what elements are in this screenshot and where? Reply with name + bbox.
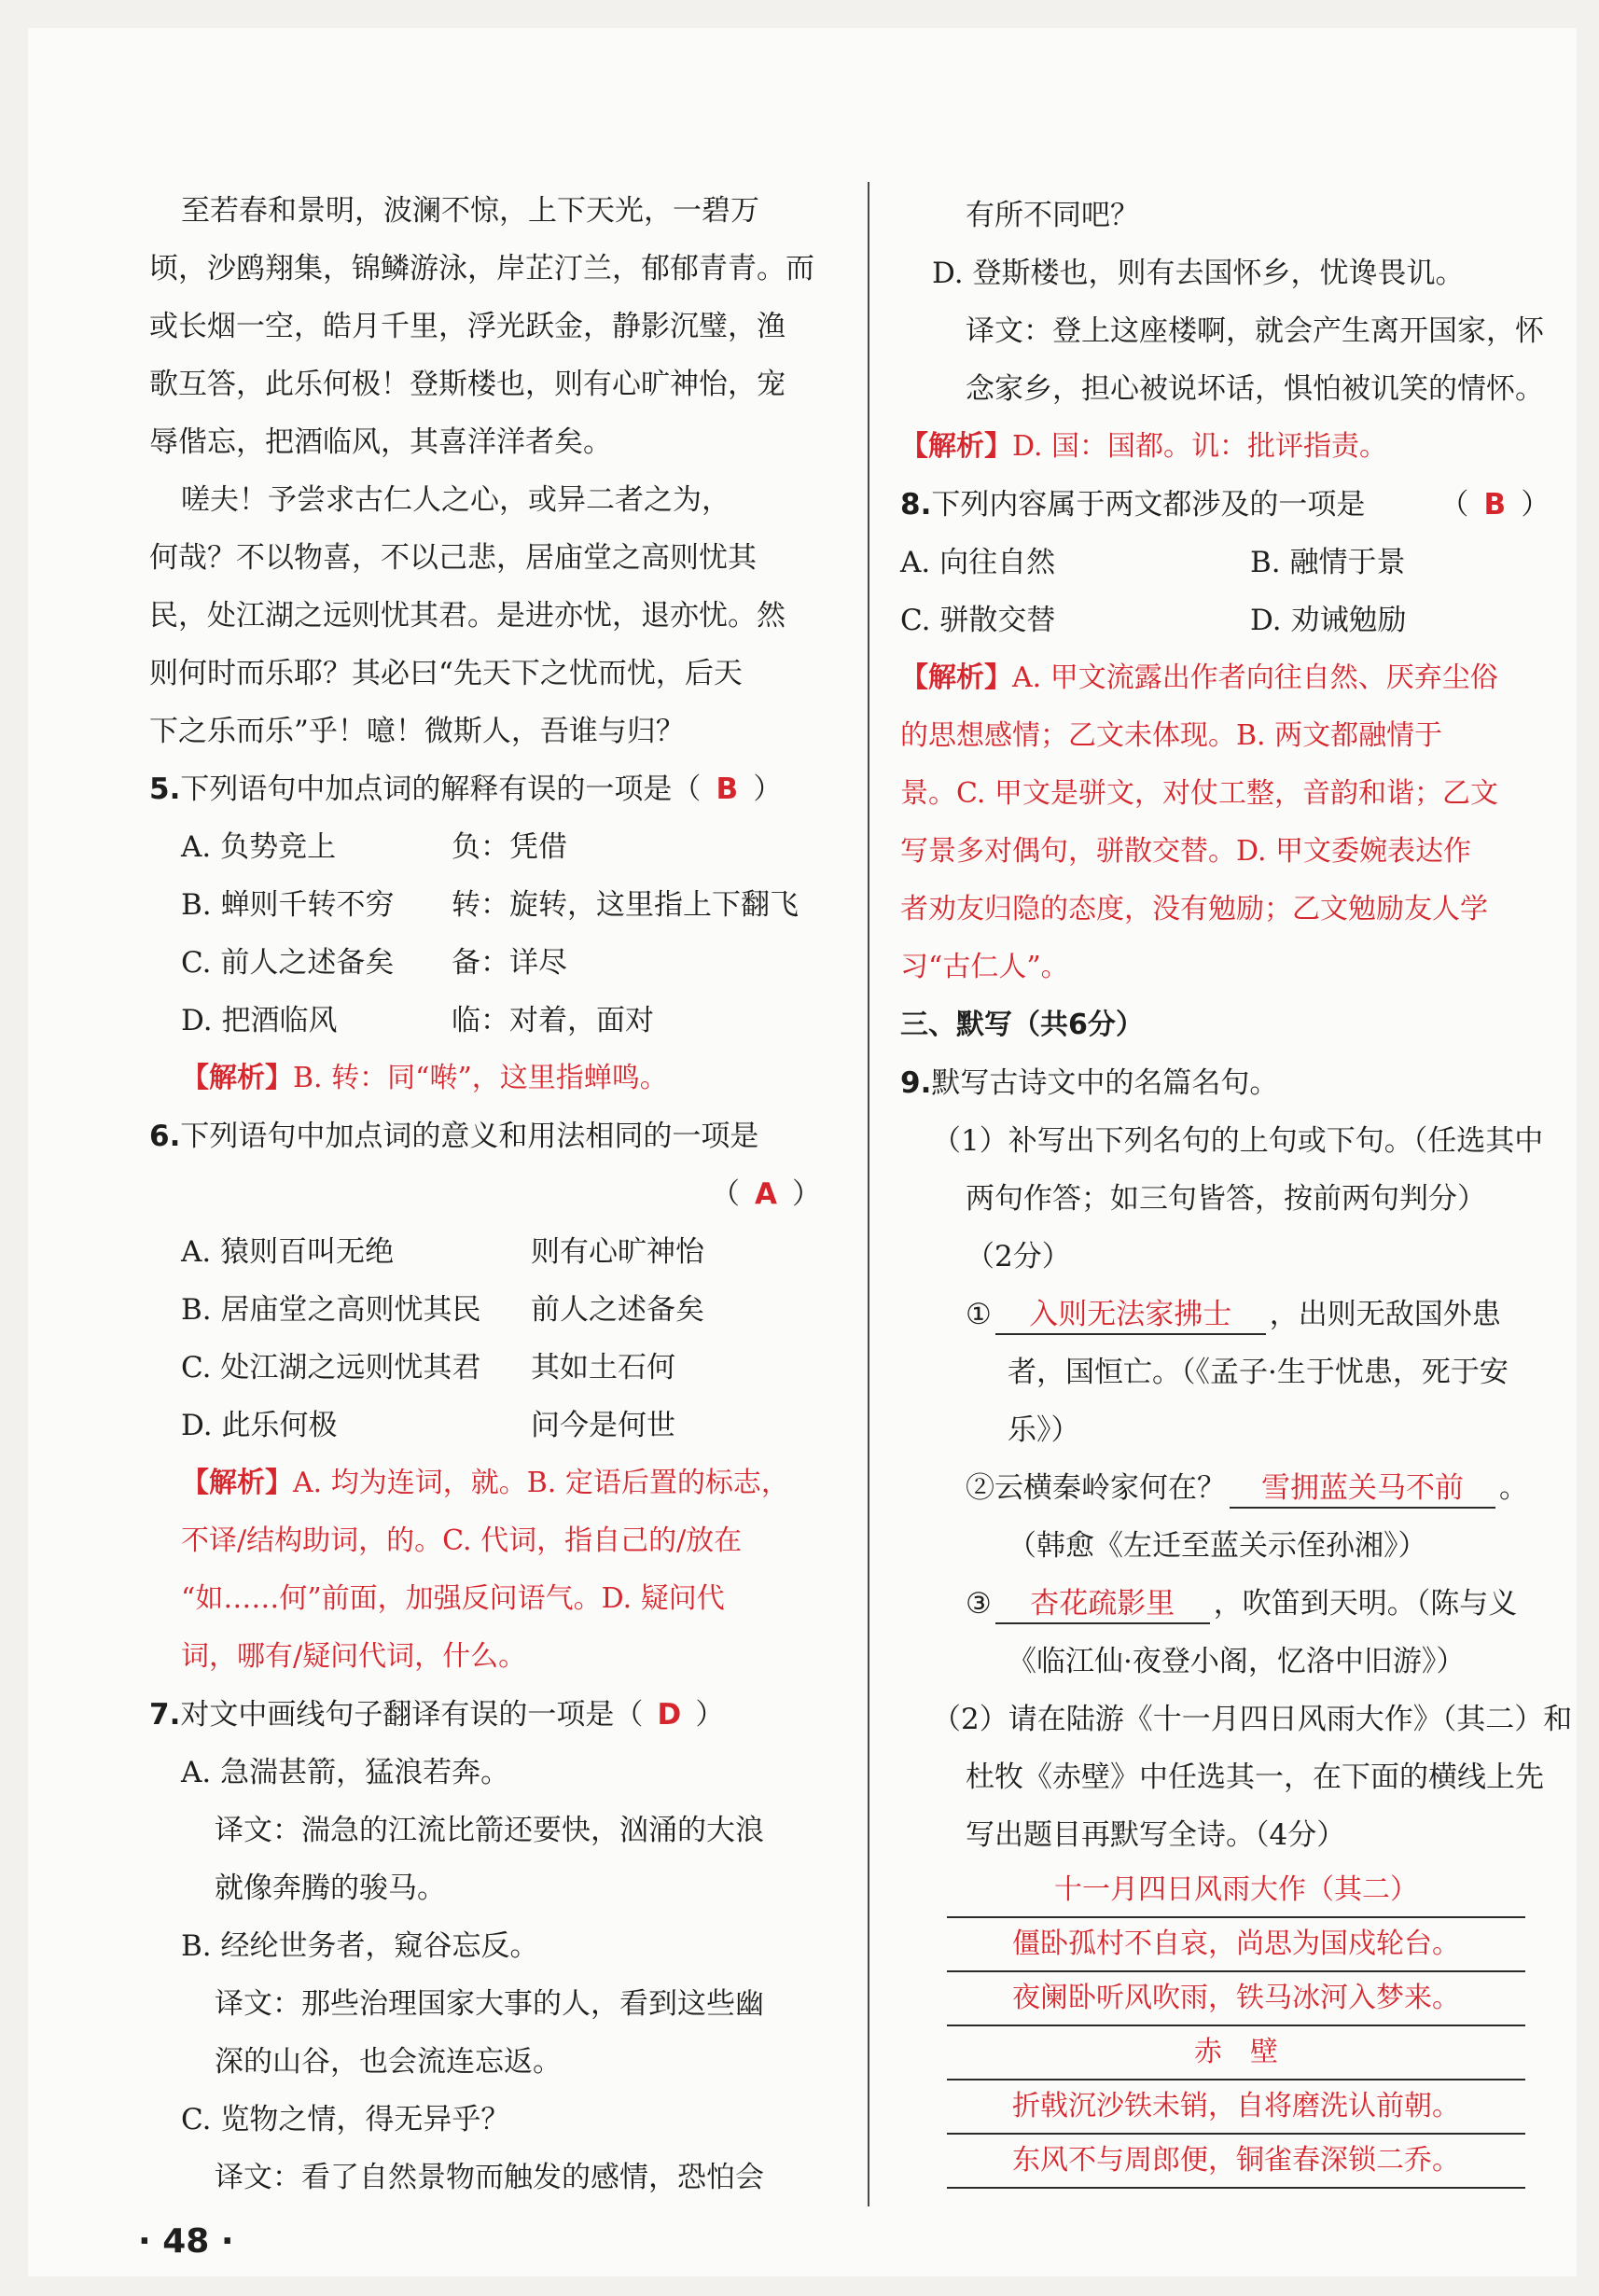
bracket-close: ）	[1521, 488, 1550, 522]
answer-bracket	[149, 1165, 840, 1223]
option-row	[900, 534, 1535, 591]
option-sentence: A. 急湍甚箭，猛浪若奔。	[181, 1756, 510, 1789]
sentence-text: 者，国恒亡。（《孟子·生于忧患，死于安	[1008, 1356, 1509, 1389]
translation-line: 念家乡，担心被说坏话，惧怕被讥笑的情怀。	[966, 372, 1544, 406]
option-sentence: C. 前人之述备矣	[181, 946, 395, 980]
question-stem: 对文中画线句子翻译有误的一项是（	[180, 1698, 644, 1732]
analysis-text: A. 甲文流露出作者向往自然、厌弃尘俗	[1012, 661, 1498, 694]
poem-line: 东风不与周郎便，铜雀春深锁二乔。	[947, 2135, 1525, 2189]
option-row	[149, 1281, 840, 1339]
option-sentence: B. 经纶世务者，窥谷忘反。	[181, 1929, 539, 1963]
passage-line: 顷，沙鸥翔集，锦鳞游泳，岸芷汀兰，郁郁青青。而	[149, 252, 814, 285]
bracket-open: （	[1439, 488, 1469, 522]
answer-letter: D	[657, 1698, 682, 1732]
option-row	[149, 818, 840, 876]
analysis-text: D. 国：国都。讥：批评指责。	[1012, 430, 1388, 463]
option-sentence: 则有心旷神怡	[531, 1235, 704, 1269]
option-sentence: D. 把酒临风	[181, 1004, 338, 1037]
fill-sentence-3	[900, 1575, 1535, 1633]
analysis-text: B. 转：同“啭”，这里指蝉鸣。	[293, 1062, 668, 1094]
sentence-text: （韩愈《左迁至蓝关示侄孙湘》）	[1008, 1529, 1427, 1563]
item-marker: ①	[966, 1298, 992, 1331]
answer-letter: B	[1483, 488, 1507, 522]
analysis-tag: 【解析】	[900, 430, 1012, 463]
analysis-line: 景。C. 甲文是骈文，对仗工整，音韵和谐；乙文	[900, 777, 1498, 810]
translation-line: 就像奔腾的骏马。	[215, 1872, 446, 1905]
answer-blank: 雪拥蓝关马不前	[1230, 1469, 1495, 1509]
analysis-text: A. 均为连词，就。B. 定语后置的标志，	[293, 1467, 789, 1499]
option-row	[149, 1339, 840, 1397]
option-sentence: 前人之述备矣	[531, 1293, 704, 1327]
passage-line: 至若春和景明，波澜不惊，上下天光，一碧万	[181, 194, 759, 228]
poem-line: 夜阑卧听风吹雨，铁马冰河入梦来。	[947, 1972, 1525, 2026]
analysis-line: 的思想感情；乙文未体现。B. 两文都融情于	[900, 719, 1443, 752]
fill-sentence-2	[900, 1459, 1535, 1517]
question-7	[149, 1686, 840, 1744]
poem-line: 十一月四日风雨大作（其二）	[947, 1864, 1525, 1918]
question-number: 9.	[900, 1066, 932, 1100]
analysis-line: 写景多对偶句，骈散交替。D. 甲文委婉表达作	[900, 835, 1472, 868]
option-row	[149, 992, 840, 1050]
left-column	[149, 182, 840, 2206]
question-number: 7.	[149, 1698, 181, 1732]
translation-line: 译文：看了自然景物而触发的感情，恐怕会	[215, 2161, 764, 2194]
item-marker: ③	[966, 1587, 992, 1621]
option-sentence: 其如土石何	[531, 1351, 675, 1385]
passage-line: 歌互答，此乐何极！登斯楼也，则有心旷神怡，宠	[149, 368, 786, 401]
answer-letter: B	[716, 772, 739, 806]
analysis-line	[149, 1454, 840, 1512]
instruction-line: （1）补写出下列名句的上句或下句。（任选其中	[932, 1124, 1544, 1158]
question-stem: 下列语句中加点词的意义和用法相同的一项是	[180, 1120, 759, 1153]
option-row	[149, 1397, 840, 1454]
question-6	[149, 1107, 840, 1165]
analysis-line: 不译/结构助词，的。C. 代词，指自己的/放在	[181, 1524, 743, 1557]
sentence-text: 乐》）	[1008, 1413, 1080, 1447]
bracket-close: ）	[792, 1177, 821, 1211]
option-text: A. 向往自然	[900, 546, 1056, 579]
option-explanation: 临：对着，面对	[452, 1004, 654, 1037]
option-sentence: A. 负势竞上	[181, 830, 337, 864]
analysis-line: 者劝友归隐的态度，没有勉励；乙文勉励友人学	[900, 893, 1488, 925]
bracket-close: ）	[753, 772, 783, 806]
analysis-tag: 【解析】	[900, 661, 1012, 694]
right-column	[900, 187, 1573, 2189]
analysis-line: 习“古仁人”。	[900, 951, 1069, 983]
translation-line: 译文：湍急的江流比箭还要快，汹涌的大浪	[215, 1814, 764, 1847]
page-number: · 48 ·	[138, 2222, 234, 2261]
bracket-close: ）	[695, 1698, 725, 1732]
option-sentence: D. 登斯楼也，则有去国怀乡，忧谗畏讥。	[932, 257, 1465, 290]
analysis-line	[900, 649, 1535, 707]
analysis-q6	[149, 1454, 840, 1686]
column-divider	[868, 182, 869, 2206]
sentence-text: 。	[1499, 1471, 1528, 1505]
passage-line: 嗟夫！予尝求古仁人之心，或异二者之为，	[181, 483, 730, 517]
option-sentence: D. 此乐何极	[181, 1409, 338, 1442]
section-heading: 三、默写（共6分）	[900, 1009, 1144, 1041]
page	[28, 28, 1577, 2276]
option-row	[149, 876, 840, 934]
translation-line: 深的山谷，也会流连忘返。	[215, 2045, 562, 2079]
option-explanation: 负：凭借	[452, 830, 567, 864]
passage-line: 何哉？不以物喜，不以己悲，居庙堂之高则忧其	[149, 541, 757, 575]
translation-line: 译文：那些治理国家大事的人，看到这些幽	[215, 1987, 764, 2021]
option-sentence: C. 处江湖之远则忧其君	[181, 1351, 481, 1385]
analysis-tag: 【解析】	[181, 1062, 293, 1094]
bracket-open: （	[711, 1177, 740, 1211]
answer-blank: 杏花疏影里	[995, 1585, 1210, 1624]
poem-line: 僵卧孤村不自哀，尚思为国戍轮台。	[947, 1918, 1525, 1972]
question-9	[900, 1054, 1535, 1112]
instruction-line: 两句作答；如三句皆答，按前两句判分）	[966, 1182, 1486, 1216]
option-text: C. 骈散交替	[900, 604, 1056, 637]
analysis-q5	[149, 1050, 840, 1107]
question-stem: 默写古诗文中的名篇名句。	[931, 1066, 1279, 1100]
option-row	[149, 934, 840, 992]
sentence-text: ②云横秦岭家何在？	[966, 1471, 1226, 1505]
sentence-text: ，出则无敌国外患	[1269, 1298, 1501, 1331]
option-explanation: 备：详尽	[452, 946, 567, 980]
question-5	[149, 760, 840, 818]
option-sentence: B. 居庙堂之高则忧其民	[181, 1293, 481, 1327]
option-sentence: B. 蝉则千转不穷	[181, 888, 395, 922]
option-text: D. 劝诫勉励	[1250, 604, 1407, 637]
translation-line: 有所不同吧？	[966, 199, 1139, 232]
passage-paragraph-2	[149, 471, 840, 760]
option-sentence: A. 猿则百叫无绝	[181, 1235, 395, 1269]
poem-line: 赤 壁	[947, 2026, 1525, 2080]
answer-blank: 入则无法家拂士	[995, 1296, 1266, 1335]
passage-line: 辱偕忘，把酒临风，其喜洋洋者矣。	[149, 425, 612, 459]
passage-line: 则何时而乐耶？其必曰“先天下之忧而忧，后天	[149, 657, 743, 690]
instruction-line: 杜牧《赤壁》中任选其一，在下面的横线上先	[966, 1760, 1544, 1794]
option-sentence: C. 览物之情，得无异乎？	[181, 2103, 510, 2136]
analysis-line: “如……何”前面，加强反问语气。D. 疑问代	[181, 1582, 725, 1615]
question-number: 5.	[149, 772, 181, 806]
translation-line: 译文：登上这座楼啊，就会产生离开国家，怀	[966, 314, 1544, 348]
poem-line: 折戟沉沙铁未销，自将磨洗认前朝。	[947, 2080, 1525, 2135]
passage-line: 或长烟一空，皓月千里，浮光跃金，静影沉璧，渔	[149, 310, 786, 343]
answer-letter: A	[755, 1177, 777, 1211]
passage-line: 下之乐而乐”乎！噫！微斯人，吾谁与归？	[149, 715, 685, 748]
option-sentence: 问今是何世	[531, 1409, 675, 1442]
option-row	[149, 1223, 840, 1281]
analysis-q8	[900, 649, 1535, 996]
option-text: B. 融情于景	[1250, 546, 1406, 579]
analysis-line: 词，哪有/疑问代词，什么。	[181, 1640, 527, 1673]
fill-sentence-1	[900, 1286, 1535, 1343]
instruction-line: 写出题目再默写全诗。（4分）	[966, 1818, 1346, 1852]
question-stem: 下列语句中加点词的解释有误的一项是（	[180, 772, 702, 806]
sentence-text: ，吹笛到天明。（陈与义	[1213, 1587, 1518, 1621]
passage-line: 民，处江湖之远则忧其君。是进亦忧，退亦忧。然	[149, 599, 786, 633]
analysis-q7	[900, 418, 1535, 476]
passage-paragraph-1	[149, 182, 840, 471]
option-explanation: 转：旋转，这里指上下翻飞	[452, 888, 799, 922]
analysis-tag: 【解析】	[181, 1467, 293, 1499]
sentence-text: 《临江仙·夜登小阁，忆洛中旧游》）	[1008, 1645, 1466, 1678]
poem-answer	[900, 1864, 1535, 2189]
question-number: 6.	[149, 1120, 181, 1153]
option-row	[900, 591, 1535, 649]
instruction-line: （2分）	[966, 1240, 1071, 1273]
instruction-line: （2）请在陆游《十一月四日风雨大作》（其二）和	[932, 1703, 1573, 1736]
question-8	[900, 476, 1550, 534]
question-stem: 下列内容属于两文都涉及的一项是	[931, 488, 1366, 522]
question-number: 8.	[900, 488, 932, 522]
